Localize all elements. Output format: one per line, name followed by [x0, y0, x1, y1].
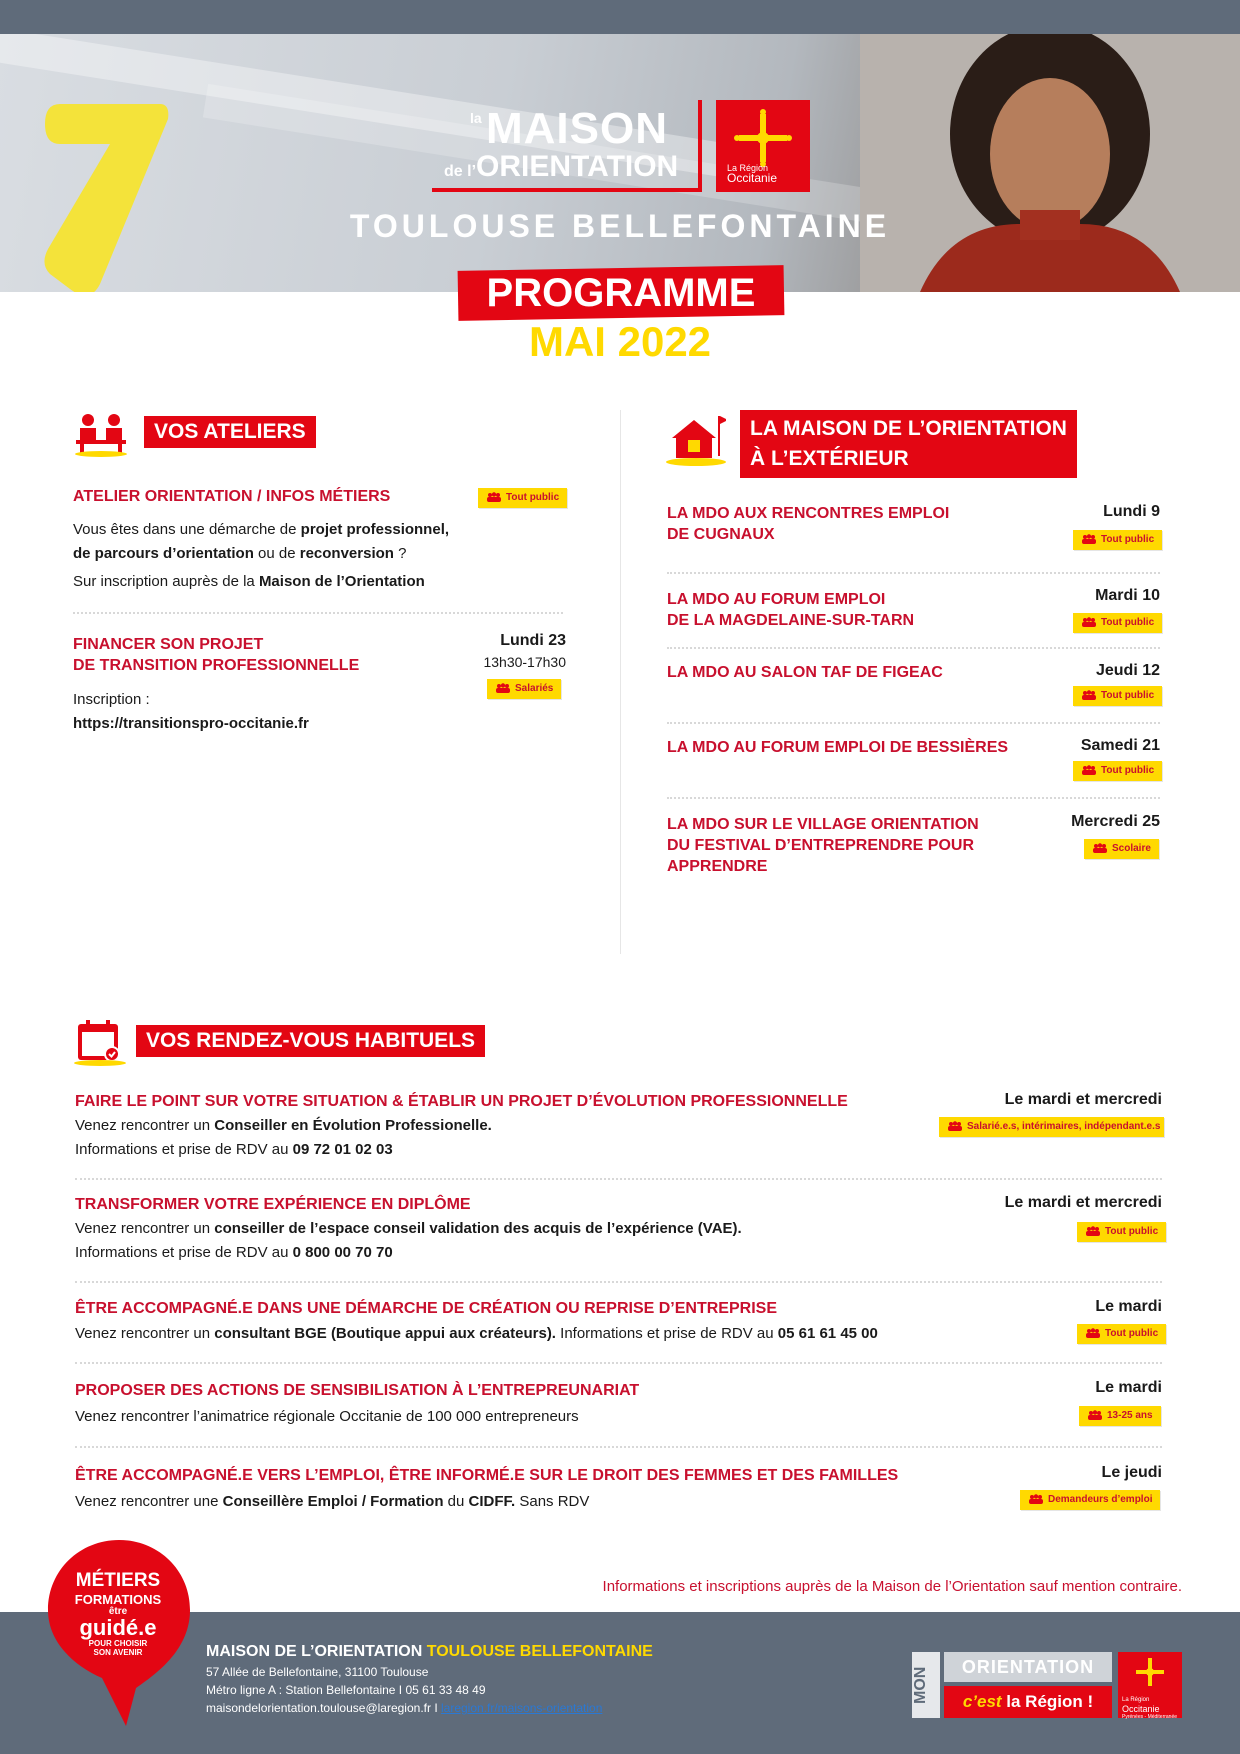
- occitan-cross-icon: [1118, 1652, 1182, 1692]
- people-icon: [486, 492, 502, 502]
- badge-label: Scolaire: [1112, 843, 1151, 854]
- pin-choisir: POUR CHOISIR: [88, 1639, 148, 1648]
- pin-avenir: SON AVENIR: [93, 1648, 143, 1657]
- rendezvous-item-date: Le mardi et mercredi: [1004, 1194, 1162, 1211]
- rendezvous-item-badge: [1079, 1406, 1161, 1426]
- column-divider: [620, 410, 621, 954]
- footer-metro: Métro ligne A : Station Bellefontaine I 05 61 33 48 49: [206, 1683, 486, 1697]
- text: Sur inscription auprès de la: [73, 573, 259, 590]
- badge-label: Tout public: [1101, 534, 1155, 545]
- rendezvous-title: VOS RENDEZ-VOUS HABITUELS: [136, 1025, 485, 1057]
- rendezvous-item-date: Le mardi: [1095, 1379, 1162, 1396]
- people-icon: [1081, 690, 1097, 700]
- exterieur-item-date: Lundi 9: [1103, 503, 1160, 520]
- title-line: LA MDO AUX RENCONTRES EMPLOI: [667, 505, 950, 522]
- exterieur-title: [740, 410, 1077, 478]
- rendezvous-item-badge: [1077, 1222, 1166, 1242]
- rendezvous-item-date: Le mardi et mercredi: [1004, 1091, 1162, 1108]
- logo-la: la: [470, 110, 482, 126]
- atelier-2-description: [73, 688, 309, 736]
- month-title: MAI 2022: [528, 318, 712, 365]
- desc-line: [75, 1217, 742, 1241]
- region-label: La Région: [727, 163, 769, 173]
- people-icon: [947, 1121, 963, 1131]
- exterieur-item-badge: [1073, 761, 1162, 781]
- text-bold: conseiller de l’espace conseil validation des acquis de l’expérience (VAE).: [214, 1220, 742, 1237]
- badge-label: Tout public: [1105, 1226, 1159, 1237]
- rendezvous-item-date: Le jeudi: [1101, 1464, 1162, 1481]
- pin-text: [58, 1570, 178, 1657]
- text: ou de: [253, 545, 300, 562]
- text: Venez rencontrer un: [75, 1117, 215, 1134]
- atelier-2-date: Lundi 23: [500, 632, 566, 649]
- phone-number[interactable]: 05 61 61 45 00: [777, 1325, 878, 1342]
- cest-word: c’est: [962, 1692, 1002, 1711]
- atelier-1-line-1: [73, 518, 543, 542]
- people-icon: [495, 683, 511, 693]
- location-title: TOULOUSE BELLEFONTAINE: [349, 208, 891, 244]
- atelier-2-line-1: Inscription :: [73, 691, 150, 708]
- house-flag-icon: [666, 414, 726, 466]
- title-line: DU FESTIVAL D’ENTREPRENDRE POUR: [667, 837, 974, 854]
- portrait-photo: [860, 34, 1240, 292]
- cest-la-region: [944, 1686, 1112, 1718]
- exterieur-item-title: [667, 662, 943, 683]
- region-name: Occitanie: [727, 171, 778, 185]
- footer-website-link[interactable]: laregion.fr/maisons-orientation: [440, 1701, 603, 1715]
- footer-contact: [206, 1701, 602, 1715]
- people-icon: [1081, 765, 1097, 775]
- pin-formations: FORMATIONS: [74, 1592, 162, 1607]
- badge-label: Tout public: [1101, 617, 1155, 628]
- pin-guide: guidé.e: [79, 1615, 157, 1640]
- people-icon: [1028, 1494, 1044, 1504]
- atelier-2-title-line-1: FINANCER SON PROJET: [73, 636, 264, 653]
- title-line: DE LA MAGDELAINE-SUR-TARN: [667, 612, 915, 629]
- text: Venez rencontrer un: [75, 1220, 215, 1237]
- desc-line: [75, 1114, 492, 1138]
- footer-region-label: La Région: [1122, 1697, 1150, 1703]
- badge-label: Salarié.e.s, intérimaires, indépendant.e.s: [967, 1121, 1161, 1132]
- atelier-1-line-3: [73, 570, 543, 594]
- footer-email[interactable]: maisondelorientation.toulouse@laregion.fr I: [206, 1701, 441, 1715]
- people-icon: [1081, 534, 1097, 544]
- text: Sans RDV: [515, 1493, 590, 1510]
- atelier-1-badge: [478, 488, 567, 508]
- divider: [667, 572, 1160, 574]
- rendezvous-item-badge: [1020, 1490, 1160, 1510]
- exterieur-item-badge: [1084, 839, 1159, 859]
- exterieur-item-date: Mardi 10: [1095, 587, 1160, 604]
- text-bold: projet professionnel,: [300, 521, 450, 538]
- logo-de: de l’: [444, 163, 477, 180]
- title-line: LA MDO AU FORUM EMPLOI: [667, 591, 886, 608]
- calendar-icon: [74, 1018, 126, 1066]
- desc-line: [75, 1138, 492, 1162]
- divider: [75, 1362, 1162, 1364]
- footer-note: Informations et inscriptions auprès de la Maison de l’Orientation sauf mention contraire.: [602, 1578, 1182, 1595]
- title-line: LA MDO AU FORUM EMPLOI DE BESSIÈRES: [667, 739, 1009, 756]
- divider: [73, 612, 563, 614]
- rendezvous-item-title: PROPOSER DES ACTIONS DE SENSIBILISATION À L’ENTREPREUNARIAT: [75, 1382, 640, 1399]
- rendezvous-item-title: ÊTRE ACCOMPAGNÉ.E DANS UNE DÉMARCHE DE CRÉATION OU REPRISE D’ENTREPRISE: [75, 1300, 777, 1317]
- divider: [75, 1446, 1162, 1448]
- text-bold: Conseillère Emploi / Formation: [222, 1493, 444, 1510]
- people-icon: [1087, 1410, 1103, 1420]
- rendezvous-item-title: FAIRE LE POINT SUR VOTRE SITUATION & ÉTABLIR UN PROJET D’ÉVOLUTION PROFESSIONNELLE: [75, 1093, 848, 1110]
- text: Informations et prise de RDV au: [75, 1141, 293, 1158]
- rendezvous-item-description: [75, 1322, 878, 1346]
- workshop-icon: [74, 410, 128, 458]
- mon-label: MON: [912, 1666, 929, 1704]
- divider: [667, 722, 1160, 724]
- atelier-1-badge-label: Tout public: [506, 492, 560, 503]
- footer-region-text: [1118, 1697, 1182, 1721]
- title-line: APPRENDRE: [667, 858, 768, 875]
- text-bold: Maison de l’Orientation: [258, 573, 425, 590]
- atelier-2-badge: [487, 679, 561, 699]
- badge-label: Tout public: [1105, 1328, 1159, 1339]
- text: Informations et prise de RDV au: [75, 1244, 293, 1261]
- exterieur-item-date: Jeudi 12: [1095, 662, 1160, 679]
- orientation-label: ORIENTATION: [944, 1652, 1112, 1682]
- footer-region-logo: [1118, 1652, 1182, 1718]
- rendezvous-item-description: [75, 1405, 579, 1429]
- title-line: DE CUGNAUX: [667, 526, 775, 543]
- rendezvous-item-date: Le mardi: [1095, 1298, 1162, 1315]
- rendezvous-item-description: [75, 1490, 589, 1514]
- text: ?: [393, 545, 407, 562]
- footer-org-name: [206, 1643, 653, 1661]
- rendezvous-item-description: [75, 1114, 492, 1162]
- exterieur-item-title: [667, 503, 949, 545]
- region-logo-text: [727, 163, 777, 184]
- exterieur-title-line-2: À L’EXTÉRIEUR: [750, 447, 909, 470]
- text-bold: CIDFF.: [468, 1493, 516, 1510]
- divider: [667, 647, 1160, 649]
- exterieur-item-date: Mercredi 25: [1071, 813, 1160, 830]
- footer-region-name: Occitanie: [1122, 1704, 1160, 1714]
- people-icon: [1085, 1328, 1101, 1338]
- logo-orientation-text: ORIENTATION: [476, 150, 679, 183]
- badge-label: Tout public: [1101, 765, 1155, 776]
- rendezvous-item-description: [75, 1217, 742, 1265]
- exterieur-item-title: [667, 814, 979, 877]
- logo-orientation: [444, 150, 678, 184]
- rendezvous-item-badge: [1077, 1324, 1166, 1344]
- phone-number[interactable]: 09 72 01 02 03: [292, 1141, 393, 1158]
- atelier-2-title-line-2: DE TRANSITION PROFESSIONNELLE: [73, 657, 360, 674]
- desc-line: [75, 1322, 878, 1346]
- text-bold: reconversion: [299, 545, 394, 562]
- exterieur-item-date: Samedi 21: [1080, 737, 1160, 754]
- footer-address: 57 Allée de Bellefontaine, 31100 Toulouse: [206, 1665, 429, 1679]
- yellow-arrow-graphic: [40, 74, 180, 292]
- rendezvous-item-badge: [939, 1117, 1164, 1137]
- text-bold: consultant BGE (Boutique appui aux créateurs).: [214, 1325, 556, 1342]
- text: Vous êtes dans une démarche de: [73, 521, 301, 538]
- divider: [667, 797, 1160, 799]
- pin-etre: être: [108, 1606, 128, 1617]
- text-bold: de parcours d’orientation: [73, 545, 254, 562]
- atelier-1-line-2: [73, 542, 543, 566]
- title-line: LA MDO SUR LE VILLAGE ORIENTATION: [667, 816, 979, 833]
- badge-label: Tout public: [1101, 690, 1155, 701]
- exterieur-item-badge: [1073, 530, 1162, 550]
- rendezvous-item-title: TRANSFORMER VOTRE EXPÉRIENCE EN DIPLÔME: [75, 1196, 471, 1213]
- pin-metiers: MÉTIERS: [75, 1570, 161, 1591]
- footer-region-sub: Pyrénées - Méditerranée: [1122, 1714, 1178, 1720]
- people-icon: [1085, 1226, 1101, 1236]
- desc-line: [75, 1490, 589, 1514]
- badge-label: Demandeurs d’emploi: [1048, 1494, 1153, 1505]
- la-region-word: la Région !: [1001, 1692, 1094, 1711]
- desc-line: [75, 1241, 742, 1265]
- exterieur-item-title: [667, 589, 914, 631]
- exterieur-title-line-1: LA MAISON DE L’ORIENTATION: [750, 417, 1067, 440]
- text: du: [443, 1493, 469, 1510]
- org-location: TOULOUSE BELLEFONTAINE: [426, 1643, 653, 1660]
- exterieur-item-title: [667, 737, 1008, 758]
- top-bar: [0, 0, 1240, 34]
- badge-label: 13-25 ans: [1107, 1410, 1153, 1421]
- atelier-2-title: [73, 634, 359, 676]
- atelier-1-title: ATELIER ORIENTATION / INFOS MÉTIERS: [73, 488, 391, 505]
- text-bold: Conseiller en Évolution Professionelle.: [214, 1117, 492, 1134]
- rendezvous-item-title: ÊTRE ACCOMPAGNÉ.E VERS L’EMPLOI, ÊTRE INFORMÉ.E SUR LE DROIT DES FEMMES ET DES FAMILLES: [75, 1467, 899, 1484]
- desc-line: Venez rencontrer l’animatrice régionale Occitanie de 100 000 entrepreneurs: [75, 1408, 579, 1425]
- title-line: LA MDO AU SALON TAF DE FIGEAC: [667, 664, 943, 681]
- org-name: MAISON DE L’ORIENTATION: [206, 1643, 427, 1660]
- divider: [75, 1281, 1162, 1283]
- text: Informations et prise de RDV au: [555, 1325, 778, 1342]
- atelier-2-badge-label: Salariés: [515, 683, 554, 694]
- programme-title: PROGRAMME: [486, 271, 756, 315]
- phone-number[interactable]: 0 800 00 70 70: [292, 1244, 393, 1261]
- text: Venez rencontrer un: [75, 1325, 215, 1342]
- divider: [75, 1178, 1162, 1180]
- atelier-2-time: 13h30-17h30: [483, 654, 566, 670]
- people-icon: [1081, 617, 1097, 627]
- logo-maison: MAISON: [486, 104, 668, 153]
- people-icon: [1092, 843, 1108, 853]
- exterieur-item-badge: [1073, 686, 1162, 706]
- ateliers-title: VOS ATELIERS: [144, 416, 316, 448]
- text: Venez rencontrer une: [75, 1493, 223, 1510]
- transitionspro-link[interactable]: https://transitionspro-occitanie.fr: [73, 715, 309, 732]
- atelier-1-description: [73, 518, 543, 594]
- exterieur-item-badge: [1073, 613, 1162, 633]
